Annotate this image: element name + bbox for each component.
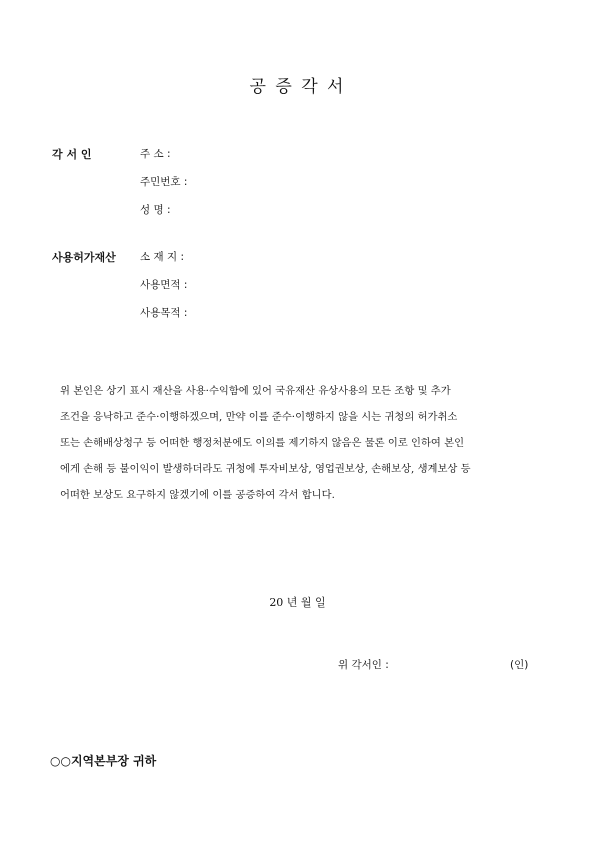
address-field-label: 주 소 : bbox=[140, 148, 171, 160]
usage-purpose-field-label: 사용목적 : bbox=[140, 307, 188, 319]
document-title: 공 증 각 서 bbox=[249, 77, 346, 97]
statement-line: 에게 손해 등 불이익이 발생하더라도 귀청에 투자비보상, 영업권보상, 손해보상, 생계보상 등 bbox=[60, 463, 471, 475]
statement-paragraph bbox=[60, 378, 540, 508]
location-field-label: 소 재 지 : bbox=[140, 251, 184, 263]
usage-area-field-label: 사용면적 : bbox=[140, 279, 188, 291]
date-line: 20 년 월 일 bbox=[269, 596, 326, 609]
addressee: ○○지역본부장 귀하 bbox=[50, 754, 157, 768]
statement-line: 위 본인은 상기 표시 재산을 사용·수익함에 있어 국유재산 유상사용의 모든 조항 및 추가 bbox=[60, 385, 451, 397]
signer-section-label: 각 서 인 bbox=[52, 148, 92, 161]
statement-line: 또는 손해배상청구 등 어떠한 행정처분에도 이의를 제기하지 않음은 물론 이로 인하여 본인 bbox=[60, 437, 465, 449]
statement-line: 조건을 응낙하고 준수·이행하겠으며, 만약 이를 준수·이행하지 않을 시는 귀청의 허가취소 bbox=[60, 411, 458, 423]
seal-mark: (인) bbox=[510, 659, 529, 671]
signer-signature-label: 위 각서인 : bbox=[338, 659, 389, 671]
name-field-label: 성 명 : bbox=[140, 204, 171, 216]
statement-line: 어떠한 보상도 요구하지 않겠기에 이를 공증하여 각서 합니다. bbox=[60, 489, 335, 501]
resident-number-field-label: 주민번호 : bbox=[140, 176, 188, 188]
property-section-label: 사용허가재산 bbox=[52, 251, 116, 264]
